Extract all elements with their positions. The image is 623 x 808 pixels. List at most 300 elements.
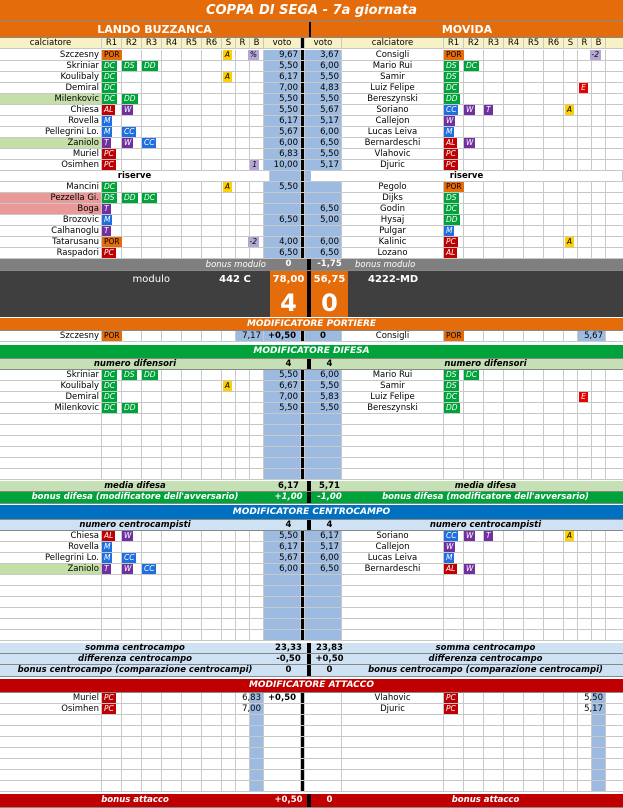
player-name: Bereszynski — [342, 403, 444, 413]
grid-cell — [504, 138, 524, 148]
grid-cell — [0, 726, 102, 736]
total-right: 56,75 — [311, 271, 348, 288]
grid-cell — [162, 94, 182, 104]
grid-cell — [142, 193, 162, 203]
grid-cell — [250, 553, 264, 563]
grid-cell — [444, 392, 464, 402]
grid-cell — [484, 531, 504, 541]
grid-cell — [592, 61, 606, 71]
grid-cell — [236, 370, 250, 380]
player-row — [0, 182, 623, 193]
grid-cell — [444, 597, 464, 607]
grid-cell — [236, 182, 250, 192]
grid-cell — [142, 331, 162, 341]
grid-cell: R6 — [544, 38, 564, 48]
grid-cell — [122, 748, 142, 758]
grid-cell — [524, 127, 544, 137]
grid-cell — [162, 193, 182, 203]
grid-cell — [202, 737, 222, 747]
grid-cell — [122, 370, 142, 380]
grid-cell — [544, 149, 564, 159]
grid-cell — [250, 531, 264, 541]
grid-cell — [484, 425, 504, 435]
grid-cell — [142, 704, 162, 714]
grid-cell — [202, 204, 222, 214]
vote-right — [305, 619, 342, 629]
summary-label-left: bonus centrocampo (comparazione centrocampi) — [17, 665, 253, 676]
grid-cell — [484, 781, 504, 791]
role-tag: DD — [446, 215, 458, 224]
grid-cell — [0, 715, 102, 725]
grid-cell — [524, 204, 544, 214]
grid-cell — [464, 105, 484, 115]
grid-cell — [250, 226, 264, 236]
grid-cell — [444, 715, 464, 725]
vote-right: 4,83 — [305, 83, 342, 93]
player-row — [0, 597, 623, 608]
summary-left: 4 — [285, 519, 292, 530]
grid-cell — [592, 737, 606, 747]
role-tag: W — [124, 531, 132, 540]
summary-label-right: somma centrocampo — [435, 642, 536, 653]
grid-cell — [162, 215, 182, 225]
grid-cell — [250, 116, 264, 126]
vote-left — [264, 425, 301, 435]
grid-cell — [250, 193, 264, 203]
grid-cell — [544, 781, 564, 791]
grid-cell — [504, 61, 524, 71]
grid-cell — [250, 381, 264, 391]
player-name: Pegolo — [342, 182, 444, 192]
role-tag: W — [446, 542, 454, 551]
grid-cell — [464, 83, 484, 93]
grid-cell — [102, 116, 122, 126]
grid-cell — [122, 458, 142, 468]
grid-cell — [592, 619, 606, 629]
player-name: Milenkovic — [0, 403, 102, 413]
role-tag: DD — [144, 370, 156, 379]
grid-cell — [142, 116, 162, 126]
grid-cell — [202, 630, 222, 640]
grid-cell — [544, 403, 564, 413]
grid-cell — [236, 564, 250, 574]
grid-cell — [544, 61, 564, 71]
grid-cell — [236, 619, 250, 629]
grid-cell — [464, 715, 484, 725]
grid-cell — [578, 226, 592, 236]
grid-cell — [524, 586, 544, 596]
role-tag: W — [124, 138, 132, 147]
role-tag: DC — [104, 94, 116, 103]
grid-cell — [592, 403, 606, 413]
grid-cell — [222, 331, 236, 341]
grid-cell — [464, 542, 484, 552]
player-row — [0, 193, 623, 204]
grid-cell — [222, 575, 236, 585]
grid-cell — [564, 105, 578, 115]
grid-cell — [162, 726, 182, 736]
grid-cell — [484, 414, 504, 424]
player-row — [0, 149, 623, 160]
grid-cell — [484, 469, 504, 479]
grid-cell — [464, 381, 484, 391]
grid-cell — [236, 597, 250, 607]
grid-cell — [342, 447, 444, 457]
grid-cell — [592, 770, 606, 780]
grid-cell — [504, 693, 524, 703]
grid-cell — [222, 586, 236, 596]
grid-cell — [444, 215, 464, 225]
grid-cell — [592, 83, 606, 93]
grid-cell — [236, 770, 250, 780]
vote-right: 6,00 — [305, 127, 342, 137]
reserves-header — [0, 171, 623, 182]
grid-cell — [544, 619, 564, 629]
grid-cell — [162, 531, 182, 541]
grid-cell — [484, 770, 504, 780]
grid-cell — [182, 531, 202, 541]
grid-cell — [202, 193, 222, 203]
grid-cell — [464, 414, 484, 424]
grid-cell — [592, 425, 606, 435]
grid-cell — [222, 531, 236, 541]
grid-cell — [142, 94, 162, 104]
grid-cell — [524, 597, 544, 607]
grid-cell: B — [250, 38, 264, 48]
grid-cell — [102, 160, 122, 170]
grid-cell — [162, 597, 182, 607]
player-name: Skriniar — [0, 370, 102, 380]
vote-left: 4,00 — [264, 237, 301, 247]
grid-cell — [592, 531, 606, 541]
grid-cell — [484, 50, 504, 60]
role-tag: W — [446, 116, 454, 125]
player-row — [0, 61, 623, 72]
grid-cell — [142, 553, 162, 563]
grid-cell — [222, 248, 236, 258]
grid-cell — [182, 105, 202, 115]
grid-cell — [250, 425, 264, 435]
grid-cell — [122, 531, 142, 541]
grid-cell — [122, 586, 142, 596]
role-tag: POR — [446, 182, 462, 191]
grid-cell — [122, 542, 142, 552]
grid-cell — [236, 414, 250, 424]
mod-cc-title-text: MODIFICATORE CENTROCAMPO — [232, 506, 391, 517]
grid-cell — [444, 138, 464, 148]
grid-cell — [504, 542, 524, 552]
grid-cell — [102, 781, 122, 791]
grid-cell — [524, 403, 544, 413]
grid-cell: R3 — [484, 38, 504, 48]
grid-cell — [578, 531, 592, 541]
grid-cell — [564, 542, 578, 552]
grid-cell — [102, 127, 122, 137]
grid-cell — [142, 215, 162, 225]
grid-cell — [250, 392, 264, 402]
player-row — [0, 331, 623, 342]
player-name: Mario Rui — [342, 370, 444, 380]
role-tag: W — [124, 564, 132, 573]
grid-cell — [578, 715, 592, 725]
grid-cell — [464, 759, 484, 769]
role-tag: M — [446, 226, 453, 235]
grid-cell — [444, 553, 464, 563]
vote-left — [264, 447, 301, 457]
grid-cell — [182, 138, 202, 148]
grid-cell — [142, 586, 162, 596]
grid-cell — [578, 237, 592, 247]
grid-cell — [102, 403, 122, 413]
grid-cell — [444, 436, 464, 446]
grid-cell — [162, 469, 182, 479]
grid-cell — [182, 61, 202, 71]
grid-cell — [564, 160, 578, 170]
grid-cell — [202, 105, 222, 115]
player-row — [0, 469, 623, 480]
vote-right: 5,50 — [305, 94, 342, 104]
grid-cell — [0, 458, 102, 468]
grid-cell — [524, 770, 544, 780]
summary-left: 0 — [285, 665, 292, 676]
grid-cell — [0, 619, 102, 629]
grid-cell — [222, 403, 236, 413]
grid-cell — [122, 116, 142, 126]
grid-cell — [524, 436, 544, 446]
grid-cell — [222, 619, 236, 629]
grid-cell — [182, 182, 202, 192]
role-tag: CC — [144, 138, 155, 147]
grid-cell — [122, 737, 142, 747]
grid-cell — [504, 370, 524, 380]
grid-cell — [564, 715, 578, 725]
grid-cell — [102, 182, 122, 192]
grid-cell — [122, 127, 142, 137]
grid-cell — [444, 619, 464, 629]
player-name: Luiz Felipe — [342, 83, 444, 93]
grid-cell: R6 — [202, 38, 222, 48]
grid-cell — [484, 215, 504, 225]
grid-cell — [484, 182, 504, 192]
grid-cell — [464, 458, 484, 468]
grid-cell — [102, 770, 122, 780]
role-tag: CC — [144, 564, 155, 573]
grid-cell — [592, 586, 606, 596]
grid-cell — [236, 248, 250, 258]
vote-left — [264, 226, 301, 236]
grid-cell — [564, 50, 578, 60]
grid-cell — [142, 781, 162, 791]
grid-cell — [142, 83, 162, 93]
player-name: Consigli — [342, 331, 444, 341]
grid-cell: S — [222, 38, 236, 48]
grid-cell — [142, 447, 162, 457]
role-tag: PC — [104, 160, 114, 169]
player-name: Pellegrini Lo. — [0, 127, 102, 137]
player-name: Soriano — [342, 531, 444, 541]
grid-cell — [464, 160, 484, 170]
grid-cell — [250, 127, 264, 137]
grid-cell — [182, 204, 202, 214]
warning-badge: A — [224, 72, 231, 81]
grid-cell — [202, 116, 222, 126]
player-row — [0, 248, 623, 259]
grid-cell — [182, 237, 202, 247]
grid-cell: voto — [264, 38, 301, 48]
vote-left: 5,50 — [264, 403, 301, 413]
summary-right: 0 — [326, 665, 333, 676]
role-tag: PC — [446, 237, 456, 246]
grid-cell — [484, 436, 504, 446]
grid-cell — [122, 759, 142, 769]
grid-cell — [182, 215, 202, 225]
grid-cell — [504, 182, 524, 192]
grid-cell — [544, 469, 564, 479]
grid-cell — [444, 759, 464, 769]
grid-cell — [464, 127, 484, 137]
grid-cell — [142, 414, 162, 424]
player-name: Lozano — [342, 248, 444, 258]
grid-cell — [122, 160, 142, 170]
grid-cell — [122, 215, 142, 225]
num-cc-row — [0, 520, 623, 531]
summary-right: -1,00 — [317, 492, 342, 503]
grid-cell: voto — [305, 38, 342, 48]
diff-cc-row — [0, 654, 623, 665]
grid-cell — [162, 370, 182, 380]
score-pad-left — [0, 288, 270, 317]
role-tag: M — [104, 553, 111, 562]
grid-cell — [342, 726, 444, 736]
grid-cell — [444, 770, 464, 780]
grid-cell — [564, 469, 578, 479]
player-row — [0, 693, 623, 704]
grid-cell — [182, 693, 202, 703]
grid-cell — [578, 425, 592, 435]
grid-cell — [182, 748, 202, 758]
role-tag: PC — [446, 704, 456, 713]
grid-cell — [202, 553, 222, 563]
grid-cell — [464, 608, 484, 618]
grid-cell — [162, 737, 182, 747]
grid-cell — [544, 381, 564, 391]
player-name: Rovella — [0, 542, 102, 552]
player-name: Chiesa — [0, 105, 102, 115]
grid-cell — [544, 83, 564, 93]
grid-cell — [250, 72, 264, 82]
grid-cell — [342, 458, 444, 468]
role-tag: T — [104, 204, 109, 213]
role-tag: AL — [446, 564, 456, 573]
role-tag: DC — [466, 61, 478, 70]
modulo-label: modulo — [132, 273, 170, 285]
grid-cell — [592, 381, 606, 391]
grid-cell — [484, 116, 504, 126]
grid-cell — [236, 575, 250, 585]
vote-left: 6,17 — [264, 116, 301, 126]
vote-right — [305, 693, 342, 703]
player-row — [0, 127, 623, 138]
grid-cell — [592, 469, 606, 479]
grid-cell — [162, 458, 182, 468]
grid-cell — [236, 458, 250, 468]
grid-cell — [250, 138, 264, 148]
grid-cell — [182, 248, 202, 258]
grid-cell — [142, 737, 162, 747]
grid-cell — [250, 597, 264, 607]
grid-cell — [564, 226, 578, 236]
grid-cell — [578, 61, 592, 71]
grid-cell — [0, 608, 102, 618]
grid-cell: 5,67 — [578, 331, 606, 341]
grid-cell — [564, 381, 578, 391]
grid-cell — [222, 204, 236, 214]
vote-left: 5,67 — [264, 127, 301, 137]
player-name: Hysaj — [342, 215, 444, 225]
vote-left — [264, 458, 301, 468]
grid-cell — [222, 715, 236, 725]
grid-cell — [484, 370, 504, 380]
grid-cell — [484, 704, 504, 714]
player-name: Callejon — [342, 542, 444, 552]
grid-cell — [464, 575, 484, 585]
summary-left: 6,17 — [278, 480, 299, 491]
grid-cell — [484, 193, 504, 203]
vote-right — [305, 575, 342, 585]
grid-cell — [142, 403, 162, 413]
grid-cell — [202, 469, 222, 479]
grid-cell — [504, 531, 524, 541]
grid-cell — [578, 781, 592, 791]
grid-cell — [102, 425, 122, 435]
grid-cell — [544, 564, 564, 574]
grid-cell — [504, 748, 524, 758]
vote-right: 5,67 — [305, 105, 342, 115]
grid-cell — [544, 770, 564, 780]
role-tag: T — [104, 138, 109, 147]
grid-cell — [102, 331, 122, 341]
grid-cell — [182, 436, 202, 446]
grid-cell — [484, 693, 504, 703]
grid-cell — [162, 715, 182, 725]
grid-cell — [0, 414, 102, 424]
vote-left — [264, 469, 301, 479]
grid-cell — [222, 94, 236, 104]
grid-cell — [484, 447, 504, 457]
grid-cell — [202, 693, 222, 703]
vote-right: 6,50 — [305, 564, 342, 574]
role-tag: CC — [446, 105, 457, 114]
grid-cell — [222, 226, 236, 236]
grid-cell — [544, 160, 564, 170]
grid-cell — [444, 248, 464, 258]
grid-cell — [250, 630, 264, 640]
role-tag: W — [466, 105, 474, 114]
vote-left — [264, 630, 301, 640]
grid-cell — [202, 564, 222, 574]
grid-cell — [342, 597, 444, 607]
role-tag: CC — [446, 531, 457, 540]
role-tag: M — [104, 215, 111, 224]
player-row — [0, 72, 623, 83]
summary-label-right: numero difensori — [444, 358, 527, 369]
grid-cell — [0, 737, 102, 747]
grid-cell — [578, 447, 592, 457]
grid-cell — [444, 193, 464, 203]
vote-right — [305, 469, 342, 479]
grid-cell — [236, 531, 250, 541]
grid-cell — [444, 204, 464, 214]
